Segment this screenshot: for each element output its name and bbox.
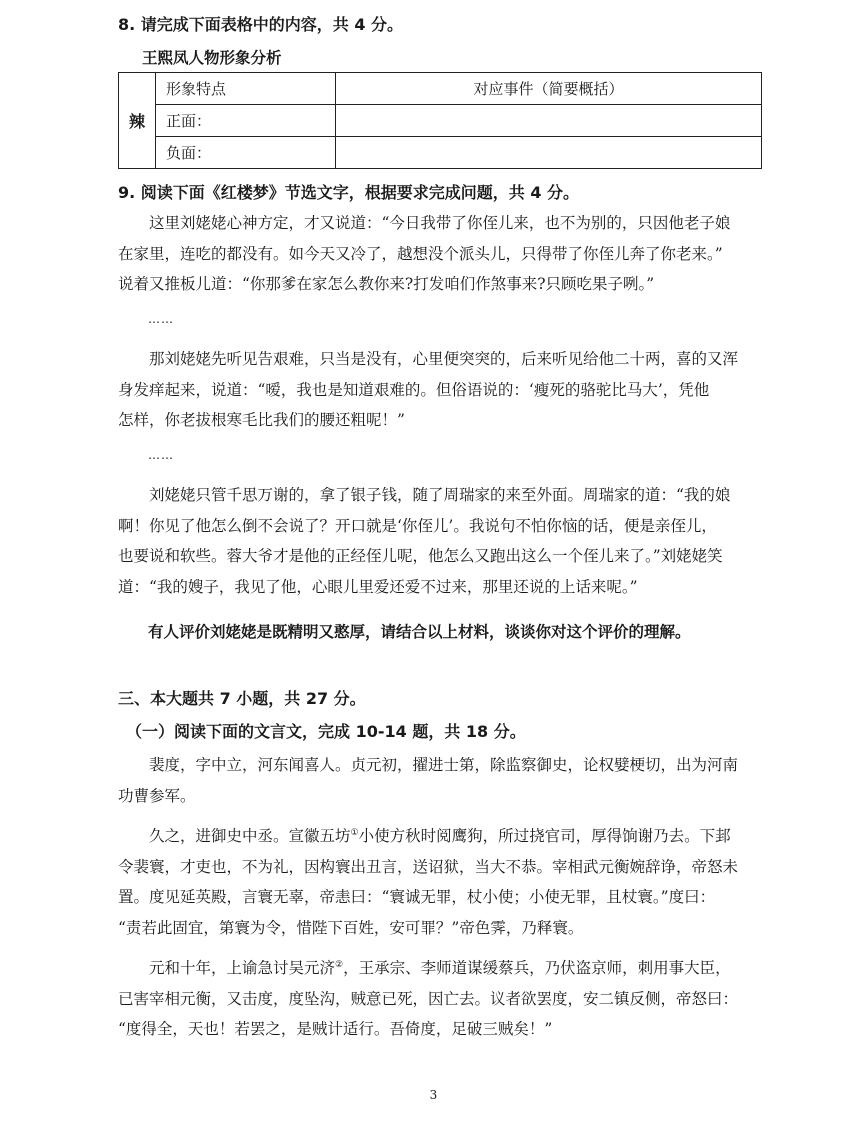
classical-paragraph-1 <box>118 750 766 811</box>
question-9-prompt: 有人评价刘姥姥是既精明又憨厚，请结合以上材料，谈谈你对这个评价的理解。 <box>148 623 691 641</box>
text-line: 怎样，你老拔根寒毛比我们的腰还粗呢！” <box>118 411 405 429</box>
text-line: 功曹参军。 <box>118 786 196 805</box>
passage-paragraph-2 <box>118 344 766 436</box>
passage-paragraph-3 <box>118 480 766 602</box>
text-line: 令裴寰，才吏也，不为礼，因构寰出丑言，送诏狱，当大不恭。宰相武元衡婉辞诤，帝怒未 <box>118 857 739 876</box>
side-label: 辣 <box>119 73 156 169</box>
text-line: 裴度，字中立，河东闻喜人。贞元初，擢进士第，除监察御史，论权嬖梗切，出为河南 <box>149 756 739 774</box>
ellipsis: …… <box>148 448 174 462</box>
question-9-title: 9. 阅读下面《红楼梦》节选文字，根据要求完成问题，共 4 分。 <box>118 183 580 202</box>
text-fragment: 小使方秋时阅鹰狗，所过挠官司，厚得饷谢乃去。下邽 <box>358 827 731 846</box>
text-line: 身发痒起来，说道：“嗳，我也是知道艰难的。但俗语说的：‘瘦死的骆驼比马大’，凭他 <box>118 380 710 399</box>
analysis-table <box>118 72 762 169</box>
text-line <box>118 818 766 852</box>
text-line: 啊！你见了他怎么倒不会说了？开口就是‘你侄儿’。我说句不怕你恼的话，便是亲侄儿， <box>118 516 717 535</box>
section-3-title: 三、本大题共 7 小题，共 27 分。 <box>118 689 366 708</box>
ellipsis: …… <box>148 312 174 326</box>
footnote-marker-1: ① <box>350 828 359 838</box>
table-title: 王熙凤人物形象分析 <box>142 49 282 67</box>
text-line: 已害宰相元衡，又击度，度坠沟，贼意已死，因亡去。议者欲罢度，安二镇反侧，帝怒曰： <box>118 989 739 1008</box>
row-positive-label: 正面： <box>156 105 336 137</box>
text-line: 那刘姥姥先听见告艰难，只当是没有，心里便突突的，后来听见给他二十两，喜的又浑 <box>149 350 739 368</box>
text-fragment: 久之，进御史中丞。宣徽五坊 <box>149 827 351 846</box>
text-line <box>118 950 766 984</box>
page-number: 3 <box>429 1088 438 1102</box>
text-line: 置。度见延英殿，言寰无辜，帝恚曰：“寰诚无罪，杖小使；小使无罪，且杖寰。”度曰： <box>118 888 716 907</box>
footnote-marker-2: ② <box>335 960 344 970</box>
text-line: 道：“我的嫂子，我见了他，心眼儿里爱还爱不过来，那里还说的上话来呢。” <box>118 577 638 596</box>
text-line: 刘姥姥只管千思万谢的，拿了银子钱，随了周瑞家的来至外面。周瑞家的道：“我的娘 <box>149 486 731 504</box>
row-negative-answer-cell[interactable] <box>336 137 762 169</box>
classical-paragraph-2 <box>118 818 766 943</box>
header-events: 对应事件（简要概括） <box>336 73 762 105</box>
text-fragment: 元和十年，上谕急讨吴元济 <box>149 959 336 978</box>
row-positive-answer-cell[interactable] <box>336 105 762 137</box>
passage-paragraph-1 <box>118 208 766 300</box>
text-line: 在家里，连吃的都没有。如今天又冷了，越想没个派头儿，只得带了你侄儿奔了你老来。” <box>118 244 723 263</box>
text-line: 这里刘姥姥心神方定，才又说道：“今日我带了你侄儿来，也不为别的，只因他老子娘 <box>149 214 731 232</box>
text-line: 说着又推板儿道：“你那爹在家怎么教你来?打发咱们作煞事来?只顾吃果子咧。” <box>118 275 655 293</box>
text-line: 也要说和软些。蓉大爷才是他的正经侄儿呢，他怎么又跑出这么一个侄儿来了。”刘姥姥笑 <box>118 547 723 565</box>
row-negative-label: 负面： <box>156 137 336 169</box>
text-fragment: ，王承宗、李师道谋缓蔡兵，乃伏盗京师，刺用事大臣， <box>343 959 731 978</box>
question-8-title: 8. 请完成下面表格中的内容，共 4 分。 <box>118 15 404 34</box>
text-line: “责若此固宜，第寰为令，惜陛下百姓，安可罪？”帝色霁，乃释寰。 <box>118 918 584 937</box>
header-traits: 形象特点 <box>156 73 336 105</box>
classical-paragraph-3 <box>118 950 766 1045</box>
section-3-subtitle: （一）阅读下面的文言文，完成 10-14 题，共 18 分。 <box>126 722 526 741</box>
text-line: “度得全，天也！若罢之，是贼计适行。吾倚度，足破三贼矣！” <box>118 1020 553 1039</box>
